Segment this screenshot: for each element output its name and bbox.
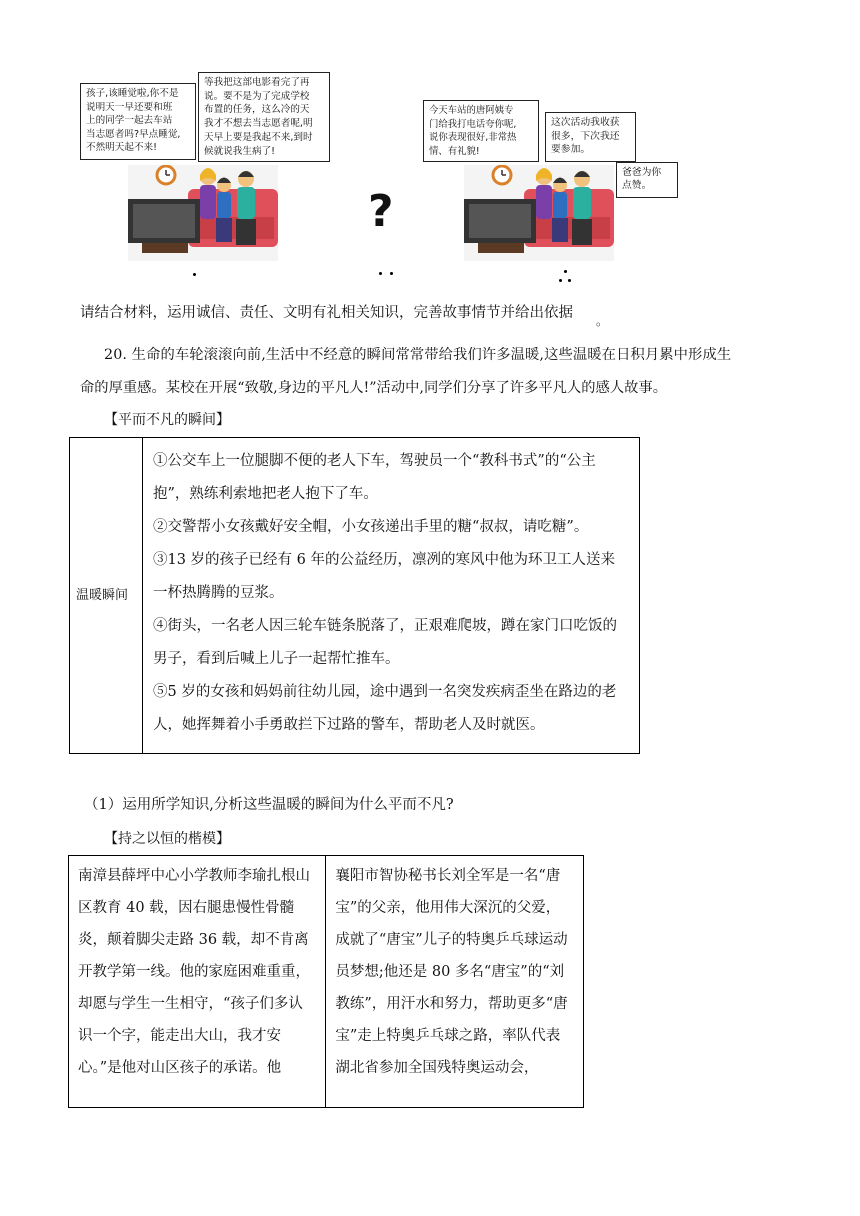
speech-bubble-mom: 今天车站的唐阿姨专 门给我打电话夸你呢, 说你表现很好,非常热 情、有礼貌! bbox=[423, 100, 539, 162]
speech-bubble-mom: 孩子,该睡觉啦,你不是 说明天一早还要和班 上的同学一起去车站 当志愿者吗?早点睡觉, 不然明天起不来! bbox=[80, 83, 196, 160]
moment-item: ①公交车上一位腿脚不便的老人下车，驾驶员一个“教科书式”的“公主抱”，熟练利索地把老人抱下了车。 bbox=[153, 453, 596, 502]
scene-dot bbox=[379, 272, 382, 275]
instruction-end-mark: 。 bbox=[596, 314, 609, 328]
speech-bubble-child: 这次活动我收获 很多，下次我还 要参加。 bbox=[545, 112, 636, 162]
scene-dot bbox=[193, 273, 196, 276]
scene-dot bbox=[559, 279, 562, 282]
moment-item: ④街头，一名老人因三轮车链条脱落了，正艰难爬坡，蹲在家门口吃饭的男子，看到后喊上儿子一起帮忙推车。 bbox=[153, 618, 617, 667]
table-label-cell bbox=[70, 438, 143, 754]
moment-item: ⑤5 岁的女孩和妈妈前往幼儿园，途中遇到一名突发疾病歪坐在路边的老人，她挥舞着小手勇敢拦下过路的警车，帮助老人及时就医。 bbox=[153, 684, 617, 733]
scene-dot bbox=[390, 272, 393, 275]
moment-item: ②交警帮小女孩戴好安全帽，小女孩递出手里的糖“叔叔，请吃糖”。 bbox=[153, 519, 589, 535]
role-model-left bbox=[69, 856, 326, 1108]
section-title-models: 【持之以恒的楷模】 bbox=[104, 831, 230, 847]
speech-bubble-child: 等我把这部电影看完了再 说。要不是为了完成学校 布置的任务，这么冷的天 我才不想去当志愿者呢,明 天早上要是我起不来,到时 候就说我生病了! bbox=[198, 72, 330, 162]
instruction-text: 请结合材料，运用诚信、责任、文明有礼相关知识，完善故事情节并给出依据 bbox=[80, 305, 573, 321]
question-mark: ? bbox=[368, 186, 394, 237]
role-model-right bbox=[326, 856, 584, 1108]
role-models-table bbox=[68, 855, 584, 1108]
speech-bubble-dad: 爸爸为你 点赞。 bbox=[616, 162, 678, 198]
role-model-left-text: 南漳县薛坪中心小学教师李瑜扎根山区教育 40 载，因右腿患慢性骨髓炎，颠着脚尖走路 36 载，却不肯离开教学第一线。他的家庭困难重重，却愿与学生一生相守，“孩子们多认识一个字，能走出大山，我才安心。”是他对山区孩子的承诺。他 bbox=[78, 868, 310, 1076]
scene-dot bbox=[568, 279, 571, 282]
living-room-illustration bbox=[128, 165, 278, 261]
role-model-right-text: 襄阳市智协秘书长刘全军是一名“唐宝”的父亲，他用伟大深沉的父爱，成就了“唐宝”儿子的特奥乒乓球运动员梦想;他还是 80 多名“唐宝”的“刘教练”，用汗水和努力，帮助更多“唐宝”走上特奥乒乓球之路，率队代表湖北省参加全国残特奥运动会， bbox=[335, 868, 568, 1076]
living-room-illustration bbox=[464, 165, 614, 261]
moment-item: ③13 岁的孩子已经有 6 年的公益经历，凛冽的寒风中他为环卫工人送来一杯热腾腾的豆浆。 bbox=[153, 552, 616, 601]
q20-intro-line1: 20. 生命的车轮滚滚向前,生活中不经意的瞬间常常带给我们许多温暖,这些温暖在日积月累中形成生 bbox=[104, 347, 732, 363]
comic-right-scene bbox=[464, 165, 614, 261]
table-label: 温暖瞬间 bbox=[76, 587, 129, 603]
scene-dot bbox=[564, 270, 567, 273]
comic-left-scene bbox=[128, 165, 278, 261]
table-content-cell bbox=[143, 438, 640, 754]
section-title-moments: 【平而不凡的瞬间】 bbox=[104, 412, 230, 428]
warm-moments-table bbox=[69, 437, 640, 754]
subquestion-1: （1）运用所学知识,分析这些温暖的瞬间为什么平而不凡? bbox=[84, 797, 454, 813]
q20-intro-line2: 命的厚重感。某校在开展“致敬,身边的平凡人!”活动中,同学们分享了许多平凡人的感人故事。 bbox=[80, 380, 668, 396]
